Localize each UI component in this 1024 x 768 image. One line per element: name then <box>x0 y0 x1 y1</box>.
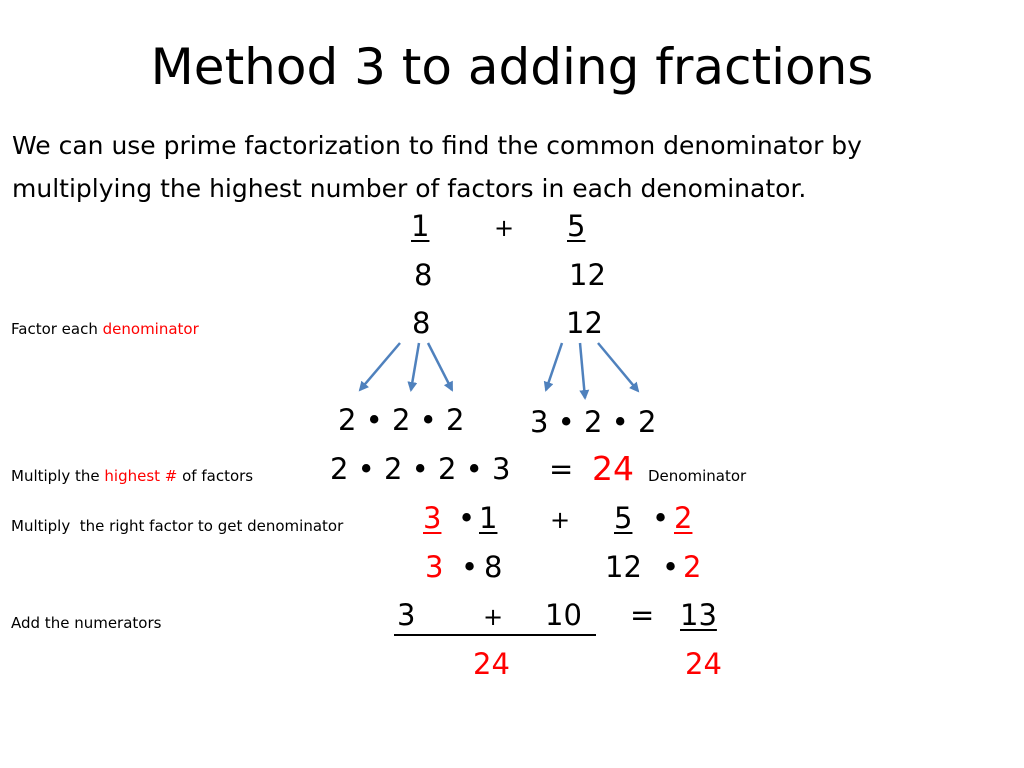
combined-fraction-bar <box>394 634 596 636</box>
sum-denominator-2: 24 <box>685 647 722 681</box>
fraction1-denominator: 8 <box>414 258 433 292</box>
multiply-step-label: Multiply the highest # of factors <box>11 467 254 485</box>
prime-factors-12: 3 • 2 • 2 <box>530 405 657 439</box>
dot-4: • <box>662 550 680 584</box>
prime-factors-8: 2 • 2 • 2 <box>338 403 465 437</box>
intro-line-2: multiplying the highest number of factors in each denominator. <box>12 174 807 203</box>
arrow-8-left <box>360 343 400 390</box>
sum-numerator-2: 10 <box>545 598 582 632</box>
numerator-2: 5 <box>614 501 633 535</box>
intro-line-1: We can use prime factorization to find the common denominator by <box>12 131 862 160</box>
multiplier-1: 3 <box>423 501 442 535</box>
plus-sign: + <box>494 214 515 242</box>
lcd-result: 24 <box>592 449 634 488</box>
right-factor-step-label: Multiply the right factor to get denominator <box>11 517 344 535</box>
dot-1: • <box>458 501 476 535</box>
highest-highlight: highest # <box>104 467 178 485</box>
denominator-multiplier-1: 3 <box>425 550 444 584</box>
arrow-12-middle <box>580 343 585 398</box>
denominator-1: 8 <box>484 550 503 584</box>
intro-text <box>12 124 1017 210</box>
plus-sign-2: + <box>550 506 571 534</box>
denominator-multiplier-2: 2 <box>683 550 702 584</box>
fraction2-numerator: 5 <box>567 209 586 243</box>
dot-3: • <box>461 550 479 584</box>
add-step-label: Add the numerators <box>11 614 162 632</box>
lcd-equals: = <box>549 452 574 486</box>
factor-step-label: Factor each denominator <box>11 320 199 338</box>
lcd-expression: 2 • 2 • 2 • 3 <box>330 452 511 486</box>
numerator-1: 1 <box>479 501 498 535</box>
sum-plus-sign: + <box>483 603 504 631</box>
arrow-12-right <box>598 343 638 391</box>
sum-denominator-1: 24 <box>473 647 510 681</box>
denominator-2: 12 <box>605 550 642 584</box>
factor-tree-root-1: 8 <box>412 306 431 340</box>
arrow-8-middle <box>411 343 419 390</box>
page-title: Method 3 to adding fractions <box>150 38 874 96</box>
factor-tree-root-2: 12 <box>566 306 603 340</box>
sum-numerator-1: 3 <box>397 598 416 632</box>
denominator-highlight: denominator <box>102 320 199 338</box>
fraction2-denominator: 12 <box>569 258 606 292</box>
dot-2: • <box>652 501 670 535</box>
arrow-8-right <box>428 343 452 390</box>
sum-equals: = <box>630 598 655 632</box>
denominator-label: Denominator <box>648 467 747 485</box>
fraction1-numerator: 1 <box>411 209 430 243</box>
arrow-12-left <box>546 343 562 390</box>
sum-result-numerator: 13 <box>680 598 717 632</box>
multiplier-2: 2 <box>674 501 693 535</box>
